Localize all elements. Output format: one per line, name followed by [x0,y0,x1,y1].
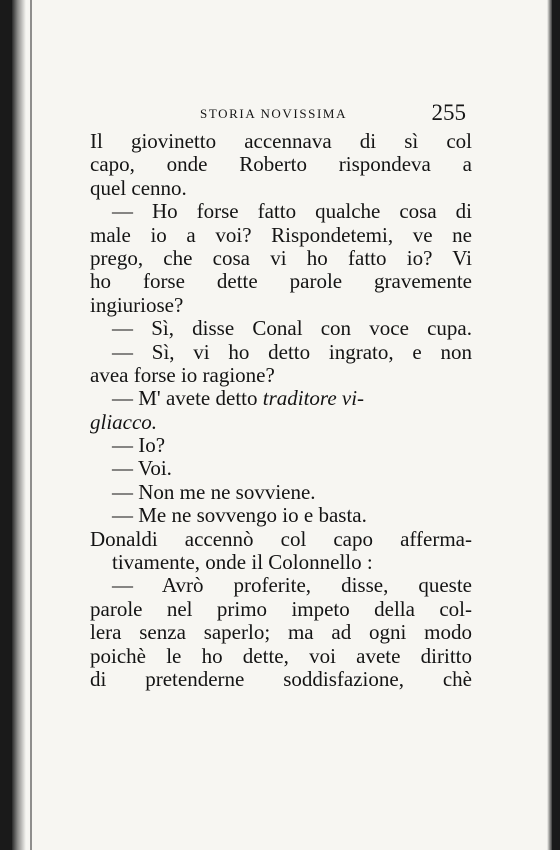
text-line: lera senza saperlo; ma ad ogni modo [90,620,472,645]
text-line: Il giovinetto accennava di sì col [90,129,472,153]
text-line: poichè le ho dette, voi avete diritto [90,643,472,668]
text-line: ingiuriose? [90,292,184,317]
text-line: — Sì, vi ho detto ingrato, e non [112,339,472,364]
text-line [90,387,472,410]
text-line: tivamente, onde il Colonnello : [112,550,373,575]
text-line: capo, onde Roberto rispondeva a [90,152,472,177]
binding-line [30,0,32,850]
book-page [12,0,552,850]
text-line: — Io? [112,433,166,458]
text-line: ho forse dette parole gravemente [90,269,472,294]
text-line: prego, che cosa vi ho fatto io? Vi [90,245,472,270]
text-fragment: — M' avete detto [112,386,258,411]
running-head: STORIA NOVISSIMA [200,106,348,121]
page-edge [547,0,552,850]
text-line: quel cenno. [90,175,187,200]
text-line: — Sì, disse Conal con voce cupa. [112,316,472,341]
text-line: parole nel primo impeto della col- [90,596,472,621]
text-line: Donaldi accennò col capo afferma- [90,526,472,551]
page-number: 255 [431,100,466,125]
page-header [200,102,480,130]
text-line [90,411,472,434]
text-line: male io a voi? Rispondetemi, ve ne [90,222,472,247]
italic-phrase-continued: gliacco. [90,409,158,434]
text-line: avea forse io ragione? [90,362,275,387]
body-text [90,130,472,691]
text-line: — Voi. [112,456,172,481]
text-line: — Non me ne sovviene. [112,479,316,504]
text-line: — Avrò proferite, disse, queste [112,573,472,598]
text-line: — Ho forse fatto qualche cosa di [112,199,472,224]
text-line: di pretenderne soddisfazione, chè [90,666,472,691]
text-line: — Me ne sovvengo io e basta. [112,503,367,528]
binding-shadow [12,0,26,850]
italic-phrase: traditore vi- [262,386,365,411]
